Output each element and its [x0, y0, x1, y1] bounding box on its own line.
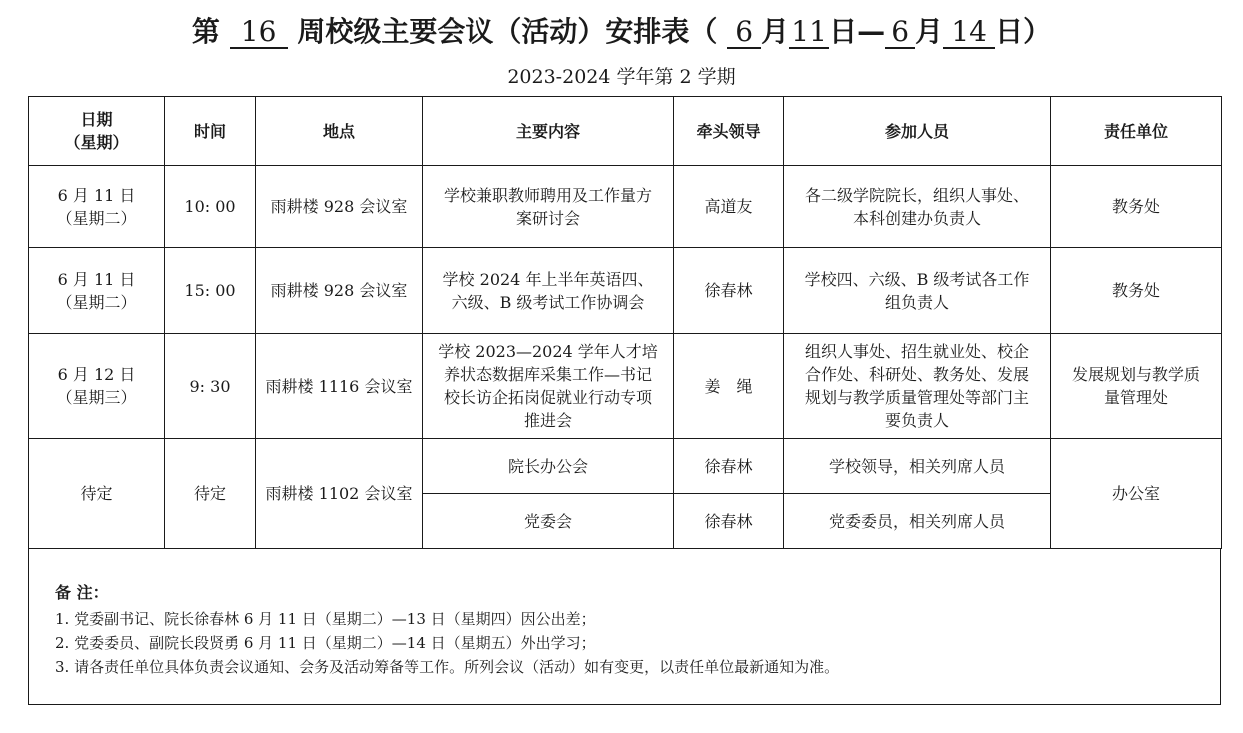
note-line: 2. 党委委员、副院长段贤勇 6 月 11 日（星期二）—14 日（星期五）外出学习；: [55, 634, 596, 652]
note-line: 3. 请各责任单位具体负责会议通知、会务及活动筹备等工作。所列会议（活动）如有变更，以责任单位最新通知为准。: [55, 658, 840, 676]
weekday-text: （星期三）: [56, 388, 137, 407]
title-month-char: 月: [915, 15, 944, 48]
semester-subtitle: 2023-2024 学年第 2 学期: [507, 66, 736, 88]
date-text: 6 月 11 日: [57, 269, 136, 289]
cell-time: 15: 00: [165, 248, 256, 334]
schedule-table: [28, 96, 1222, 549]
cell-unit: 教务处: [1051, 248, 1222, 334]
cell-leader: 姜 绳: [674, 334, 784, 439]
cell-time: 10: 00: [165, 166, 256, 248]
notes-title: 备 注：: [55, 583, 109, 602]
cell-leader: 徐春林: [674, 248, 784, 334]
cell-leader: 徐春林: [674, 439, 784, 494]
header-date-label: 日期: [80, 110, 113, 129]
header-date: [29, 97, 165, 166]
cell-unit: 发展规划与教学质量管理处: [1051, 334, 1222, 439]
cell-leader: 徐春林: [674, 494, 784, 549]
table-row: [29, 166, 1222, 248]
header-weekday-label: （星期）: [64, 133, 129, 152]
title-day-dash: 日—: [829, 15, 886, 48]
cell-date: 待定: [29, 439, 165, 549]
notes-section: [28, 548, 1221, 705]
table-row: [29, 439, 1222, 494]
cell-participants: 党委委员，相关列席人员: [784, 494, 1051, 549]
title-end-day: 14: [943, 17, 995, 49]
cell-content: 学校 2024 年上半年英语四、六级、B 级考试工作协调会: [423, 248, 674, 334]
cell-content: 党委会: [423, 494, 674, 549]
cell-unit: 办公室: [1051, 439, 1222, 549]
title-month-char: 月: [761, 15, 790, 48]
header-participants: 参加人员: [784, 97, 1051, 166]
title-prefix: 第: [191, 15, 220, 48]
cell-participants: 学校领导，相关列席人员: [784, 439, 1051, 494]
table-row: [29, 334, 1222, 439]
cell-place: 雨耕楼 1116 会议室: [256, 334, 423, 439]
cell-date: [29, 248, 165, 334]
table-row: [29, 248, 1222, 334]
page-title: [0, 10, 1243, 54]
cell-content: 学校 2023—2024 学年人才培养状态数据库采集工作—书记校长访企拓岗促就业行动专项推进会: [423, 334, 674, 439]
date-text: 6 月 12 日: [57, 365, 136, 384]
cell-date: [29, 166, 165, 248]
title-suffix: 日）: [995, 15, 1052, 48]
table-header-row: [29, 97, 1222, 166]
cell-participants: 组织人事处、招生就业处、校企合作处、科研处、教务处、发展规划与教学质量管理处等部门主要负责人: [784, 334, 1051, 439]
cell-time: 待定: [165, 439, 256, 549]
header-unit: 责任单位: [1051, 97, 1222, 166]
header-leader: 牵头领导: [674, 97, 784, 166]
header-place: 地点: [256, 97, 423, 166]
cell-place: 雨耕楼 1102 会议室: [256, 439, 423, 549]
header-time: 时间: [165, 97, 256, 166]
title-end-month: 6: [885, 17, 915, 49]
cell-content: 院长办公会: [423, 439, 674, 494]
cell-place: 雨耕楼 928 会议室: [256, 248, 423, 334]
weekday-text: （星期二）: [56, 292, 137, 312]
cell-date: [29, 334, 165, 439]
cell-content: 学校兼职教师聘用及工作量方案研讨会: [423, 166, 674, 248]
cell-leader: 高道友: [674, 166, 784, 248]
date-text: 6 月 11 日: [57, 185, 136, 205]
title-week-number: 16: [230, 17, 288, 49]
note-line: 1. 党委副书记、院长徐春林 6 月 11 日（星期二）—13 日（星期四）因公出差；: [55, 610, 596, 628]
cell-participants: 学校四、六级、B 级考试各工作组负责人: [784, 248, 1051, 334]
title-start-month: 6: [727, 17, 761, 49]
cell-unit: 教务处: [1051, 166, 1222, 248]
header-content: 主要内容: [423, 97, 674, 166]
title-start-day: 11: [789, 17, 829, 49]
title-main-text: 周校级主要会议（活动）安排表（: [297, 15, 718, 48]
cell-place: 雨耕楼 928 会议室: [256, 166, 423, 248]
weekday-text: （星期二）: [56, 208, 137, 228]
cell-time: 9: 30: [165, 334, 256, 439]
cell-participants: 各二级学院院长，组织人事处、本科创建办负责人: [784, 166, 1051, 248]
